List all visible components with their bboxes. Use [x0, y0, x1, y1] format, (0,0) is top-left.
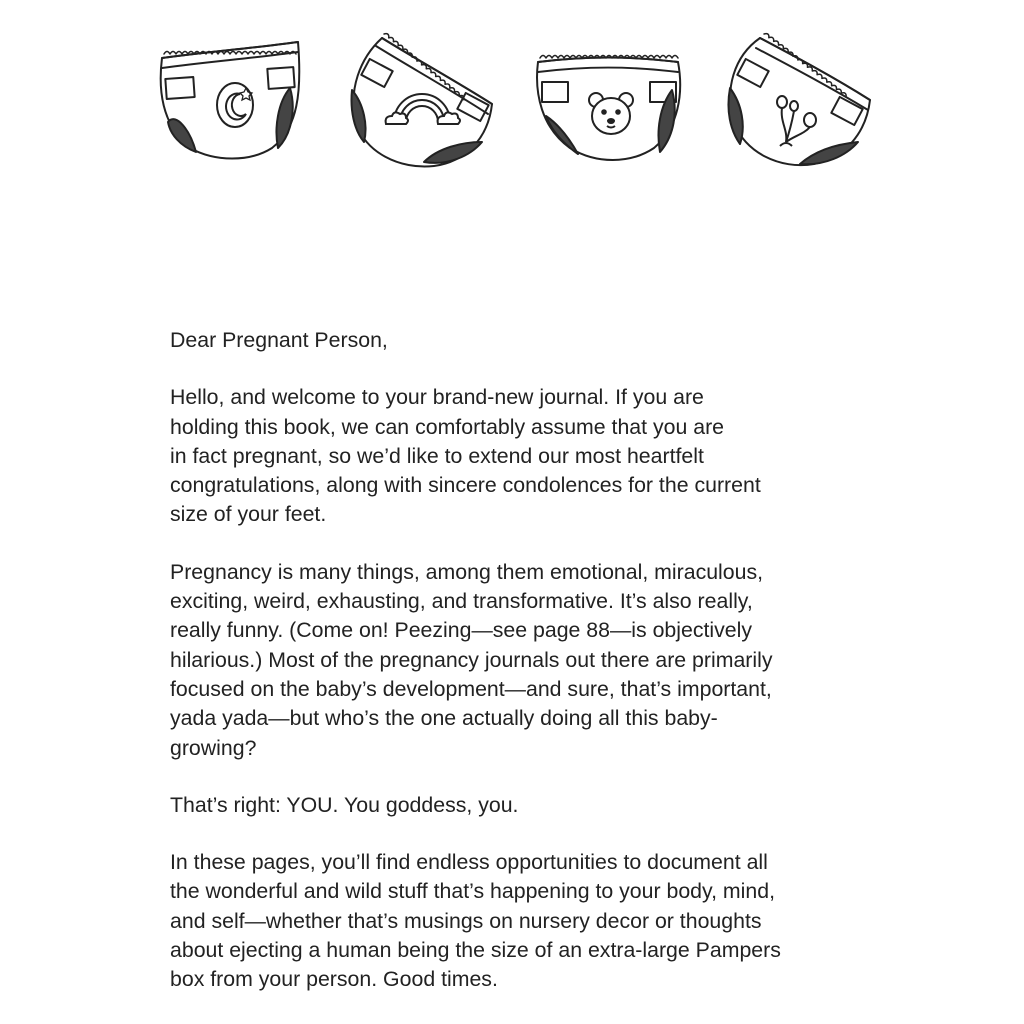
letter-line: yada yada—but who’s the one actually doing all this baby-	[170, 706, 718, 731]
letter-line: growing?	[170, 735, 257, 760]
letter-line: In these pages, you’ll find endless opportunities to document all	[170, 850, 768, 875]
letter-line: really funny. (Come on! Peezing—see page 88—is objectively	[170, 618, 753, 643]
diaper-illustration-moon	[150, 30, 310, 170]
letter-paragraph-pages	[170, 848, 870, 994]
letter-line: size of your feet.	[170, 502, 327, 527]
diaper-moon-drawing	[150, 30, 310, 170]
diaper-balloon-drawing	[720, 30, 880, 180]
letter-line: the wonderful and wild stuff that’s happening to your body, mind,	[170, 879, 775, 904]
letter-paragraph-you	[170, 791, 870, 820]
letter-paragraph-pregnancy	[170, 558, 870, 763]
diaper-rainbow-drawing	[342, 30, 502, 180]
diaper-illustration-bear	[530, 32, 690, 172]
letter-line: Pregnancy is many things, among them emotional, miraculous,	[170, 559, 764, 584]
letter-line: box from your person. Good times.	[170, 967, 498, 992]
letter-body	[170, 326, 870, 1023]
letter-line: in fact pregnant, so we’d like to extend our most heartfelt	[170, 443, 704, 468]
letter-line: holding this book, we can comfortably assume that you are	[170, 414, 725, 439]
letter-line: about ejecting a human being the size of an extra-large Pampers	[170, 938, 781, 963]
letter-line: hilarious.) Most of the pregnancy journals out there are primarily	[170, 647, 773, 672]
diaper-illustration-row	[0, 0, 1024, 200]
letter-line: exciting, weird, exhausting, and transformative. It’s also really,	[170, 589, 753, 614]
diaper-bear-drawing	[530, 32, 690, 172]
letter-line: congratulations, along with sincere condolences for the current	[170, 473, 761, 498]
letter-paragraph-welcome	[170, 383, 870, 529]
letter-salutation: Dear Pregnant Person,	[170, 328, 388, 352]
diaper-illustration-rainbow	[342, 30, 502, 180]
letter-line: That’s right: YOU. You goddess, you.	[170, 792, 519, 817]
letter-line: Hello, and welcome to your brand-new journal. If you are	[170, 385, 704, 410]
letter-line: and self—whether that’s musings on nursery decor or thoughts	[170, 908, 762, 933]
letter-line: focused on the baby’s development—and sure, that’s important,	[170, 676, 772, 701]
diaper-illustration-balloons	[720, 30, 880, 180]
